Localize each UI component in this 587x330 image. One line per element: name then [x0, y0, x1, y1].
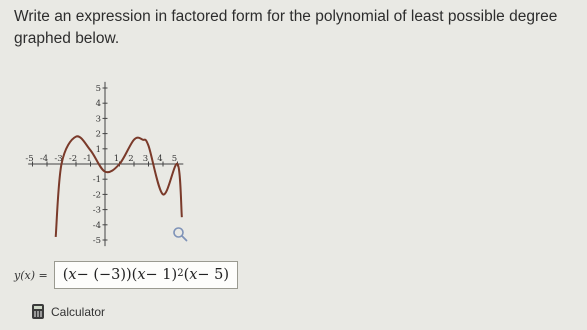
x-tick-label: -1	[83, 154, 92, 164]
x-tick-label: -5	[25, 154, 34, 164]
calculator-button[interactable]	[32, 304, 105, 319]
y-tick-label: 5	[95, 84, 101, 94]
y-tick-label: 4	[95, 99, 101, 110]
function-label: y(x) =	[14, 268, 48, 282]
polynomial-curve	[56, 136, 182, 237]
zoom-magnifier-icon[interactable]	[172, 226, 188, 242]
y-tick-label: -4	[92, 220, 101, 231]
exponent: 2	[177, 267, 184, 279]
y-tick-label: -2	[92, 190, 101, 201]
calculator-icon	[32, 304, 44, 319]
answer-row	[14, 260, 238, 290]
y-tick-label: 3	[95, 114, 101, 125]
question-text: Write an expression in factored form for the polynomial of least possible degree graphed below.	[14, 8, 558, 47]
answer-input[interactable]: ( x − (−3))( x − 1) $^2$ ( x − 5)	[54, 261, 238, 289]
x-tick-label: 3	[142, 154, 149, 164]
x-tick-label: -3	[54, 154, 63, 164]
y-tick-label: 1	[95, 144, 101, 155]
x-tick-label: -2	[68, 154, 78, 164]
calculator-label: Calculator	[51, 304, 106, 319]
polynomial-graph	[25, 60, 190, 250]
x-tick-label: 5	[171, 154, 178, 164]
x-tick-label: 4	[157, 154, 163, 164]
x-tick-label: 1	[113, 154, 120, 164]
y-tick-label: -3	[92, 205, 101, 216]
y-tick-label: 2	[95, 129, 101, 140]
x-tick-label: -4	[39, 154, 49, 164]
y-tick-label: -5	[92, 236, 101, 246]
graph-canvas	[25, 60, 190, 250]
x-tick-label: 2	[128, 154, 134, 164]
y-tick-label: -1	[92, 175, 101, 186]
